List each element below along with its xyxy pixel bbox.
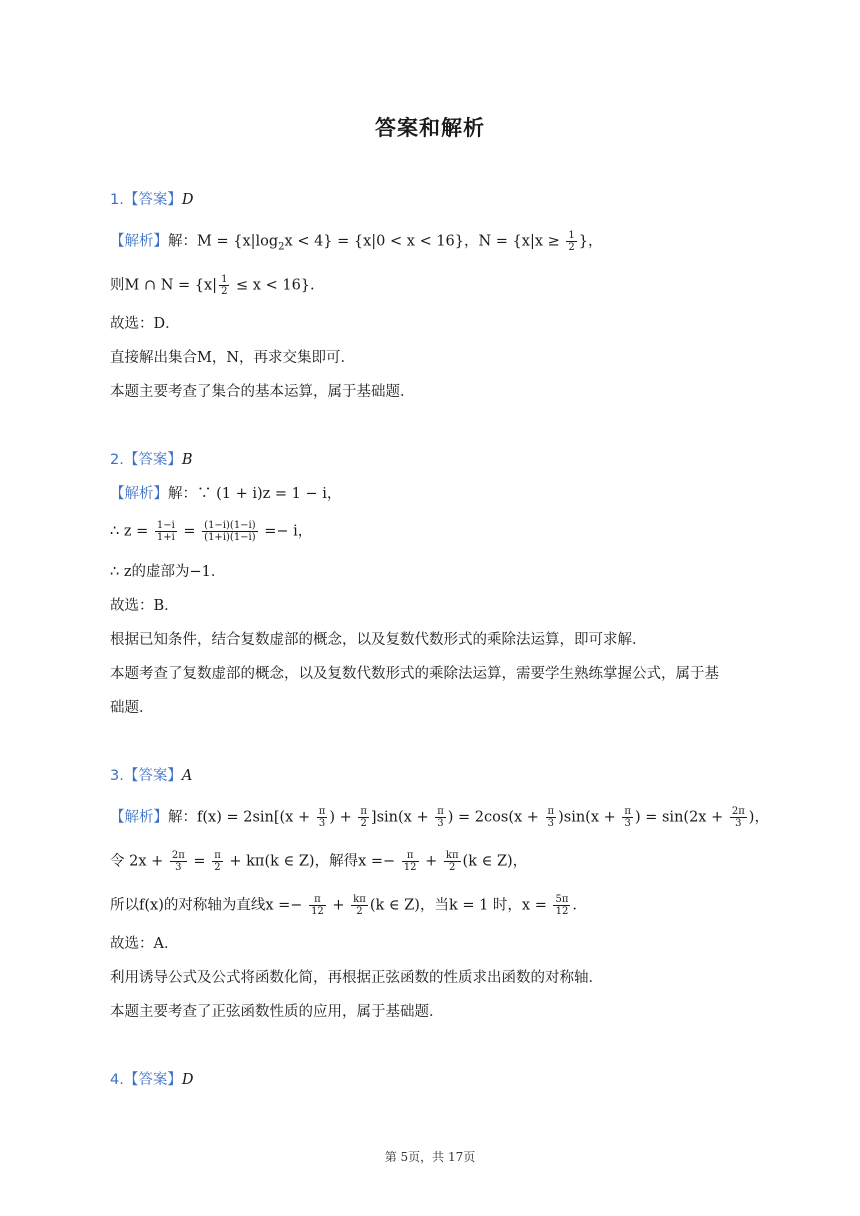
q2-analysis-line1 (110, 484, 341, 504)
q1-l1a: 解：M = {x|log (168, 233, 279, 250)
q3-frac-den: 3 (547, 818, 554, 829)
q4-answer-line (110, 1070, 193, 1090)
q1-analysis-line1 (110, 230, 603, 257)
q3-frac-kpi2 (444, 850, 461, 873)
q3-answer-tag: 【答案】 (123, 768, 182, 784)
q3-l1g: )， (748, 809, 769, 826)
q3-l3c: (k ∈ Z)，当k = 1 时，x = (369, 897, 552, 914)
q2-frac1-num: 1−i (156, 520, 175, 531)
q1-fraction-half (566, 230, 576, 253)
q3-frac-num: π (318, 806, 326, 817)
q3-l1b: ) + (329, 809, 357, 826)
q1-answer: D (181, 192, 194, 208)
q3-frac-den: 2 (360, 818, 367, 829)
q3-answer: A (181, 768, 193, 784)
q3-frac-2pi3-b (170, 850, 187, 873)
q3-frac-den: 3 (624, 818, 631, 829)
q3-answer-line (110, 766, 192, 786)
q2-analysis-line2 (110, 520, 312, 543)
q2-frac1 (155, 520, 177, 543)
page-title: 答案和解析 (375, 116, 485, 140)
q2-l2a: ∴ z = (110, 523, 153, 540)
q3-frac-num: π (437, 806, 444, 817)
q2-frac1-den: 1+i (156, 532, 175, 543)
q3-frac-num: 5π (555, 894, 569, 905)
q3-frac-den: 3 (318, 818, 326, 829)
q1-l1sub: 2 (278, 241, 285, 253)
q3-l1e: )sin(x + (558, 809, 621, 826)
q4-answer: D (181, 1072, 194, 1088)
q3-frac-pi3-b (435, 806, 446, 829)
q3-method: 利用诱导公式及公式将函数化简，再根据正弦函数的性质求出函数的对称轴． (110, 970, 603, 986)
q3-frac-pi3-c (546, 806, 557, 829)
q4-answer-tag: 【答案】 (123, 1072, 182, 1088)
q3-l3a: 所以f(x)的对称轴为直线x =− (110, 897, 308, 914)
q3-l2e: (k ∈ Z)， (462, 853, 528, 870)
q3-frac-pi2-b (212, 850, 223, 873)
q1-frac-num: 1 (568, 230, 575, 241)
q2-l2b: = (178, 523, 201, 540)
q3-l1a: 解：f(x) = 2sin[(x + (168, 809, 315, 826)
q3-frac-den: 12 (403, 862, 417, 873)
q2-l1: 解：∵ (1 + i)z = 1 − i， (168, 486, 342, 502)
q2-choice: 故选：B． (110, 598, 179, 614)
q3-frac-den: 12 (555, 906, 569, 917)
q3-l1d: ) = 2cos(x + (447, 809, 544, 826)
q3-frac-5pi12 (553, 894, 570, 917)
q3-frac-num: kπ (353, 894, 366, 905)
q3-frac-den: 3 (735, 818, 742, 829)
q1-l2a: 则M ∩ N = {x| (110, 277, 218, 294)
q3-frac-den: 3 (175, 862, 182, 873)
q3-frac-num: π (309, 894, 326, 906)
q1-method: 直接解出集合M，N，再求交集即可． (110, 350, 356, 366)
q1-number: 1. (110, 192, 124, 208)
q3-frac-pi12 (402, 850, 419, 873)
q3-frac-pi12-b (309, 894, 326, 917)
q2-summary-2: 础题． (110, 700, 154, 716)
q1-analysis-tag: 【解析】 (110, 233, 168, 250)
q1-frac-den: 2 (568, 242, 575, 253)
q3-frac-pi3-a (317, 806, 328, 829)
q3-frac-den: 3 (437, 818, 444, 829)
q2-answer-line (110, 450, 193, 470)
q1-answer-tag: 【答案】 (123, 192, 182, 208)
q2-frac2-num: (1−i)(1−i) (204, 520, 256, 531)
q3-frac-num: π (547, 806, 555, 817)
q3-l3d: . (572, 897, 578, 914)
q3-frac-den: 2 (356, 906, 363, 917)
q3-l3b: + (327, 897, 350, 914)
q2-frac2-den: (1+i)(1−i) (204, 532, 256, 543)
q3-summary: 本题主要考查了正弦函数性质的应用，属于基础题． (110, 1004, 444, 1020)
q3-l2a: 令 2x + (110, 853, 168, 870)
q1-fraction-half-2 (219, 274, 229, 297)
q1-analysis-line2 (110, 274, 315, 297)
q2-frac2 (202, 520, 257, 543)
q3-analysis-line1 (110, 806, 769, 829)
q1-l1c: }， (578, 233, 603, 250)
q3-analysis-line3 (110, 894, 577, 917)
q4-number: 4. (110, 1072, 124, 1088)
q3-number: 3. (110, 768, 124, 784)
q3-frac-den: 2 (214, 862, 221, 873)
q2-analysis-tag: 【解析】 (110, 486, 168, 502)
q2-summary-1: 本题考查了复数虚部的概念，以及复数代数形式的乘除法运算，需要学生熟练掌握公式，属于基 (110, 666, 719, 682)
q3-frac-num: 2π (171, 850, 185, 861)
q3-frac-num: π (360, 806, 367, 817)
q3-l2b: = (188, 853, 211, 870)
q3-l1c: ]sin(x + (370, 809, 434, 826)
q3-frac-den: 12 (311, 906, 324, 917)
q3-frac-num: kπ (445, 850, 459, 861)
q3-analysis-line2 (110, 850, 527, 873)
q3-frac-num: 2π (731, 806, 745, 817)
q3-l2c: + kπ(k ∈ Z)，解得x =− (224, 853, 400, 870)
q3-l1f: ) = sin(2x + (634, 809, 728, 826)
q1-frac2-num: 1 (221, 274, 228, 285)
q1-summary: 本题主要考查了集合的基本运算，属于基础题． (110, 384, 415, 400)
q3-frac-2pi3 (730, 806, 747, 829)
q2-answer: B (181, 452, 193, 468)
q3-frac-pi2 (358, 806, 369, 829)
q3-frac-den: 2 (449, 862, 456, 873)
q1-frac2-den: 2 (221, 286, 228, 297)
q3-frac-num: π (214, 850, 221, 861)
q2-number: 2. (110, 452, 124, 468)
q3-choice: 故选：A． (110, 936, 179, 952)
q1-answer-line (110, 190, 193, 210)
q2-l2c: =− i， (259, 523, 313, 540)
q3-frac-pi3-d (622, 806, 633, 829)
q2-imag-part: ∴ z的虚部为−1． (110, 564, 226, 580)
page-footer: 第 5页，共 17页 (384, 1150, 476, 1164)
q1-choice: 故选：D． (110, 316, 180, 332)
q2-answer-tag: 【答案】 (123, 452, 182, 468)
q3-l2d: + (420, 853, 442, 870)
q3-analysis-tag: 【解析】 (110, 809, 168, 826)
q1-l2b: ≤ x < 16}. (231, 277, 315, 294)
q3-frac-num: π (624, 806, 631, 817)
q2-method: 根据已知条件，结合复数虚部的概念，以及复数代数形式的乘除法运算，即可求解． (110, 632, 647, 648)
q3-frac-num: π (402, 850, 419, 862)
q3-frac-kpi2-b (351, 894, 368, 917)
q1-l1b: x < 4} = {x|0 < x < 16}，N = {x|x ≥ (284, 233, 565, 250)
